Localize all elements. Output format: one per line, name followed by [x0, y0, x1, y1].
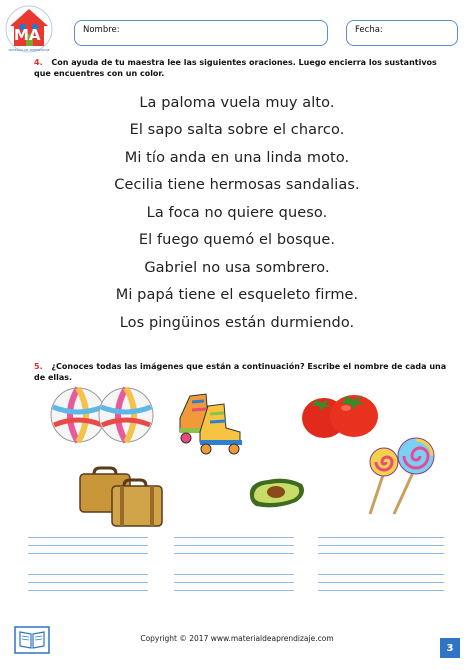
sentence: La paloma vuela muy alto.	[139, 95, 335, 111]
copyright: Copyright © 2017 www.materialdeaprendizaje.com	[140, 634, 334, 643]
writing-line[interactable]	[318, 574, 444, 575]
tomatoes-image	[300, 390, 380, 442]
writing-line[interactable]	[28, 545, 148, 546]
beach-balls-image	[48, 385, 156, 445]
suitcases-image	[76, 466, 166, 530]
writing-line[interactable]	[28, 574, 148, 575]
roller-skates-image	[170, 388, 250, 456]
writing-line[interactable]	[28, 553, 148, 554]
writing-line[interactable]	[318, 545, 444, 546]
writing-line[interactable]	[174, 582, 294, 583]
question-4-text: Con ayuda de tu maestra lee las siguientes oraciones. Luego encierra los sustantivos que encuentres con un color.	[34, 58, 437, 78]
writing-line[interactable]	[28, 590, 148, 591]
logo-letters: MA	[14, 26, 41, 44]
sentence: Gabriel no usa sombrero.	[144, 260, 330, 276]
writing-line[interactable]	[318, 553, 444, 554]
date-label: Fecha:	[355, 25, 383, 35]
sentence: Mi tío anda en una linda moto.	[124, 150, 350, 166]
sentence: El fuego quemó el bosque.	[138, 232, 336, 248]
question-5	[34, 361, 454, 383]
date-field[interactable]	[346, 20, 458, 46]
writing-line[interactable]	[28, 582, 148, 583]
sentence: La foca no quiere queso.	[146, 205, 328, 221]
lollipops-image	[364, 436, 444, 516]
sentence: Mi papá tiene el esqueleto firme.	[115, 287, 359, 303]
writing-line[interactable]	[174, 574, 294, 575]
sentence: Cecilia tiene hermosas sandalias.	[114, 177, 360, 193]
avocado-image	[246, 474, 308, 510]
page-number-badge: 3	[440, 638, 460, 658]
writing-line[interactable]	[318, 582, 444, 583]
name-field[interactable]	[74, 20, 328, 46]
question-5-text: ¿Conoces todas las imágenes que están a continuación? Escribe el nombre de cada una de ellas.	[34, 362, 447, 382]
name-label: Nombre:	[83, 25, 120, 35]
question-4	[34, 57, 454, 79]
writing-line[interactable]	[28, 537, 148, 538]
logo	[4, 4, 54, 54]
logo-ring-text: MATERIAL DE APRENDIZAJE	[8, 48, 50, 52]
writing-line[interactable]	[318, 537, 444, 538]
writing-line[interactable]	[174, 553, 294, 554]
sentence: Los pingüinos están durmiendo.	[119, 315, 355, 331]
writing-line[interactable]	[318, 590, 444, 591]
writing-line[interactable]	[174, 537, 294, 538]
sentence: El sapo salta sobre el charco.	[129, 122, 345, 138]
question-5-number: 5.	[34, 362, 43, 371]
writing-line[interactable]	[174, 590, 294, 591]
writing-line[interactable]	[174, 545, 294, 546]
question-4-number: 4.	[34, 58, 43, 67]
